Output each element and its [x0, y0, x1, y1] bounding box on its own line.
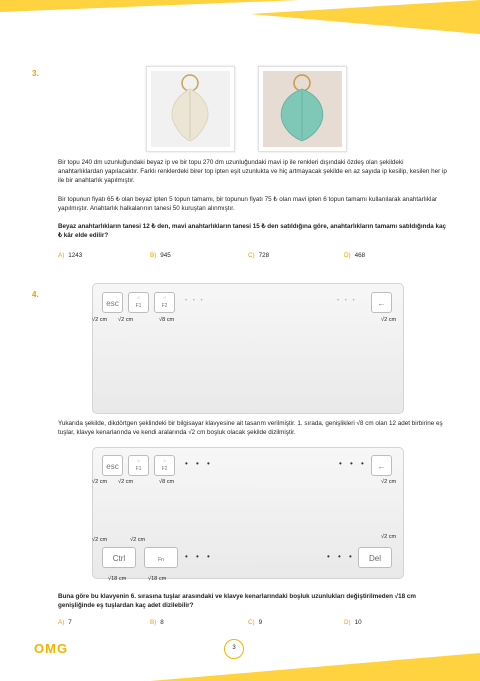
key-esc: esc: [102, 292, 123, 313]
page-number: [224, 639, 244, 659]
question-4-stem: Buna göre bu klavyenin 6. sırasına tuşlar arasındaki ve klavye kenarlarındaki boşluk uzunlukları değiştirilmeden √18 cm genişliğinde eş tuşlardan kaç adet dizilebilir?: [58, 593, 416, 610]
keyboard-diagram-bottom: [92, 447, 404, 579]
question-3-stem: Beyaz anahtarlıkların tanesi 12 ₺ den, mavi anahtarlıkların tanesi 15 ₺ den satıldığına göre, anahtarlıkların tamamı satıldığında kaç ₺ kâr elde edilir?: [58, 223, 447, 240]
key-f2: ☼ F2: [154, 455, 175, 476]
keychain-white-photo: [146, 66, 235, 152]
footer-logo: OMG: [34, 641, 69, 656]
question-4-number: 4.: [32, 290, 39, 299]
key-f2: ☼ F2: [154, 292, 175, 313]
measure-sqrt2: √2 cm: [118, 479, 134, 485]
q4-option-c[interactable]: C) 9: [248, 619, 263, 626]
q3-option-d[interactable]: D) 468: [344, 252, 366, 259]
q3-option-c[interactable]: C) 728: [248, 252, 270, 259]
ellipsis-dots: • • •: [185, 552, 213, 561]
question-3-number: 3.: [32, 69, 39, 78]
q4-option-a[interactable]: A) 7: [58, 619, 72, 626]
key-backspace: ←: [371, 455, 392, 476]
ellipsis-dots: • • •: [185, 298, 205, 304]
key-f1: ☼ F1: [128, 292, 149, 313]
q3-option-a[interactable]: A) 1243: [58, 252, 83, 259]
keychain-mint-photo: [258, 66, 347, 152]
question-3-paragraph-1: Bir topu 240 dm uzunluğundaki beyaz ip ve bir topu 270 dm uzunluğundaki mavi ip ile renkleri dışındaki özdeş olan şekildeki anahtarlıklardan yapılacaktır. Farklı renklerdeki birer top ipten eşit uzunlukta ve hiç artmayacak şekilde en az sayıda ip kesilip, kesilen her ip ile bir anahtarlık yapılmıştır.: [58, 159, 447, 185]
measure-sqrt2: √2 cm: [381, 534, 397, 540]
key-backspace: ←: [371, 292, 392, 313]
measure-sqrt2: √2 cm: [118, 317, 134, 323]
key-esc: esc: [102, 455, 123, 476]
top-banner: [0, 0, 480, 40]
key-ctrl: Ctrl: [102, 547, 136, 568]
page-number-label: 3: [232, 645, 236, 651]
q4-option-d[interactable]: D) 10: [344, 619, 362, 626]
measure-sqrt2: √2 cm: [381, 317, 397, 323]
keyboard-diagram-top: [92, 283, 404, 414]
ellipsis-dots: • • •: [185, 459, 213, 468]
q3-option-b[interactable]: B) 945: [150, 252, 171, 259]
question-4-paragraph: Yukarıda şekilde, dikdörtgen şeklindeki bir bilgisayar klavyesine ait tasarım verilmiştir. 1. sırada, genişlikleri √8 cm olan 12 adet birbirine eş tuşlar, klavye kenarlarında ve kendi aralarında √2 cm boşluk olacak şekilde dizilmiştir.: [58, 420, 443, 437]
key-fn: Fn: [144, 547, 178, 568]
measure-sqrt8: √8 cm: [159, 317, 175, 323]
measure-sqrt2: √2 cm: [92, 479, 108, 485]
measure-sqrt8: √8 cm: [159, 479, 175, 485]
measure-sqrt2: √2 cm: [92, 537, 108, 543]
ellipsis-dots: • • •: [339, 459, 367, 468]
question-3-paragraph-2: Bir topunun fiyatı 65 ₺ olan beyaz ipten 5 topun tamamı, bir topunun fiyatı 75 ₺ olan mavi ipten 6 topun tamamı kullanılarak anahtarlıklar yapılmıştır. Anahtarlık halkalarının tanesi 50 kuruştan alınmıştır.: [58, 196, 438, 213]
key-f1: ☼ F1: [128, 455, 149, 476]
q4-option-b[interactable]: B) 8: [150, 619, 164, 626]
measure-sqrt2: √2 cm: [92, 317, 108, 323]
key-del: Del: [358, 547, 392, 568]
ellipsis-dots: • • •: [327, 552, 355, 561]
measure-sqrt18: √18 cm: [108, 576, 127, 582]
measure-sqrt2: √2 cm: [381, 479, 397, 485]
measure-sqrt18: √18 cm: [148, 576, 167, 582]
measure-sqrt2: √2 cm: [130, 537, 146, 543]
ellipsis-dots: • • •: [337, 298, 357, 304]
